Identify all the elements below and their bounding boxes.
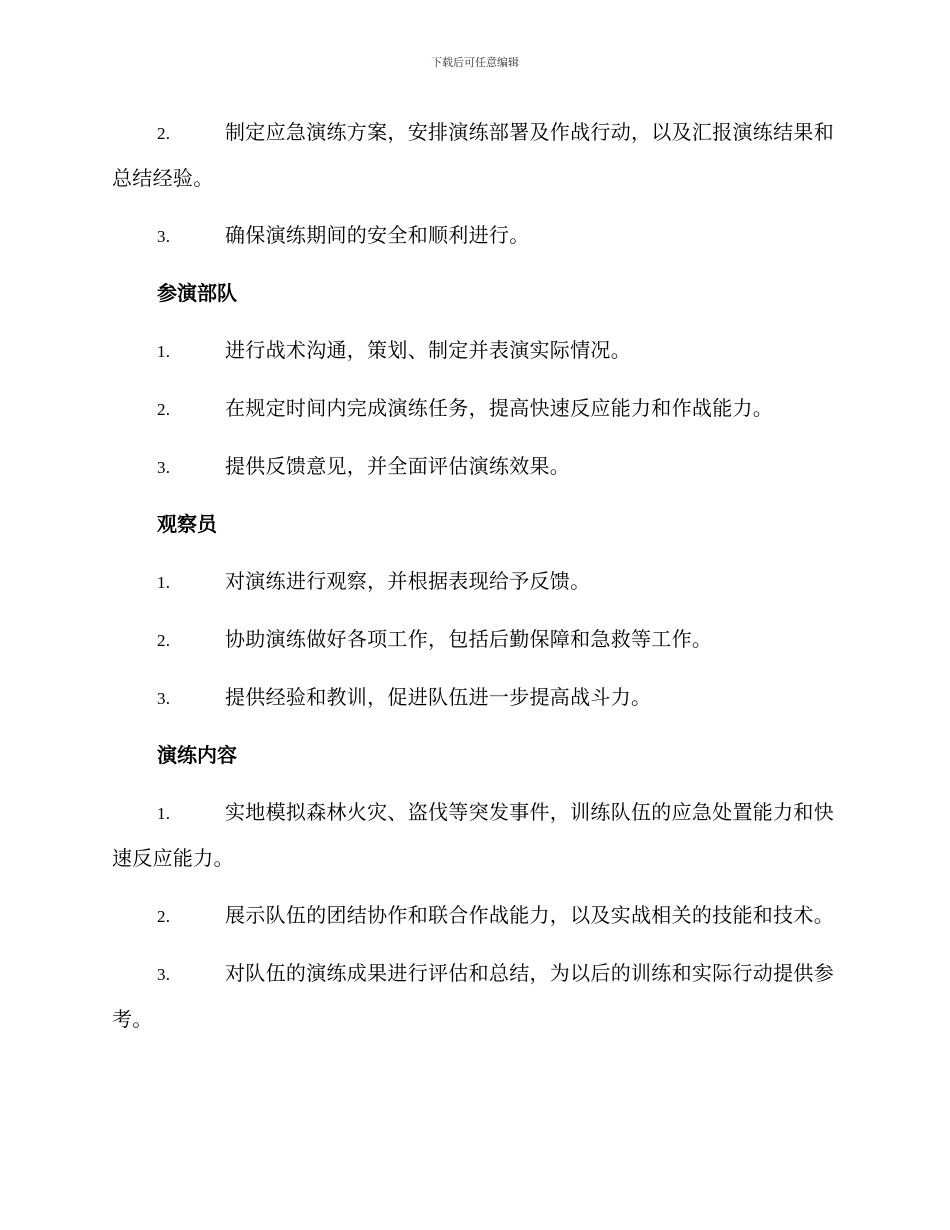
item-number: 3. [157, 227, 171, 246]
item-number: 1. [157, 804, 171, 823]
section-heading-observers: 观察员 [157, 512, 217, 536]
item-number: 3. [157, 965, 171, 984]
list-item [112, 893, 837, 939]
list-item [112, 790, 837, 881]
list-item [112, 675, 837, 721]
item-number: 3. [157, 689, 171, 708]
item-text: 提供反馈意见，并全面评估演练效果。 [225, 454, 571, 478]
list-item [112, 386, 837, 432]
item-number: 3. [157, 458, 171, 477]
section-heading-drill-content: 演练内容 [157, 743, 237, 767]
item-number: 1. [157, 342, 171, 361]
item-number: 2. [157, 124, 171, 143]
item-number: 2. [157, 907, 171, 926]
item-text: 制定应急演练方案，安排演练部署及作战行动，以及汇报演练结果和总结经验。 [112, 120, 834, 190]
item-text: 展示队伍的团结协作和联合作战能力，以及实战相关的技能和技术。 [225, 903, 834, 927]
list-item [112, 213, 837, 259]
list-item [112, 110, 837, 201]
item-number: 1. [157, 573, 171, 592]
item-text: 对演练进行观察，并根据表现给予反馈。 [225, 569, 591, 593]
page-header: 下载后可任意编辑 [431, 56, 519, 69]
list-item [112, 328, 837, 374]
list-item [112, 617, 837, 663]
item-number: 2. [157, 400, 171, 419]
section-heading-participating-troops: 参演部队 [157, 281, 237, 305]
item-number: 2. [157, 631, 171, 650]
document-body [112, 110, 837, 1054]
list-item [112, 444, 837, 490]
item-text: 确保演练期间的安全和顺利进行。 [225, 223, 530, 247]
item-text: 实地模拟森林火灾、盗伐等突发事件，训练队伍的应急处置能力和快速反应能力。 [112, 800, 834, 870]
item-text: 在规定时间内完成演练任务，提高快速反应能力和作战能力。 [225, 396, 774, 420]
item-text: 进行战术沟通，策划、制定并表演实际情况。 [225, 338, 631, 362]
item-text: 对队伍的演练成果进行评估和总结，为以后的训练和实际行动提供参考。 [112, 961, 834, 1031]
item-text: 提供经验和教训，促进队伍进一步提高战斗力。 [225, 685, 652, 709]
list-item [112, 951, 837, 1042]
list-item [112, 559, 837, 605]
item-text: 协助演练做好各项工作，包括后勤保障和急救等工作。 [225, 627, 713, 651]
